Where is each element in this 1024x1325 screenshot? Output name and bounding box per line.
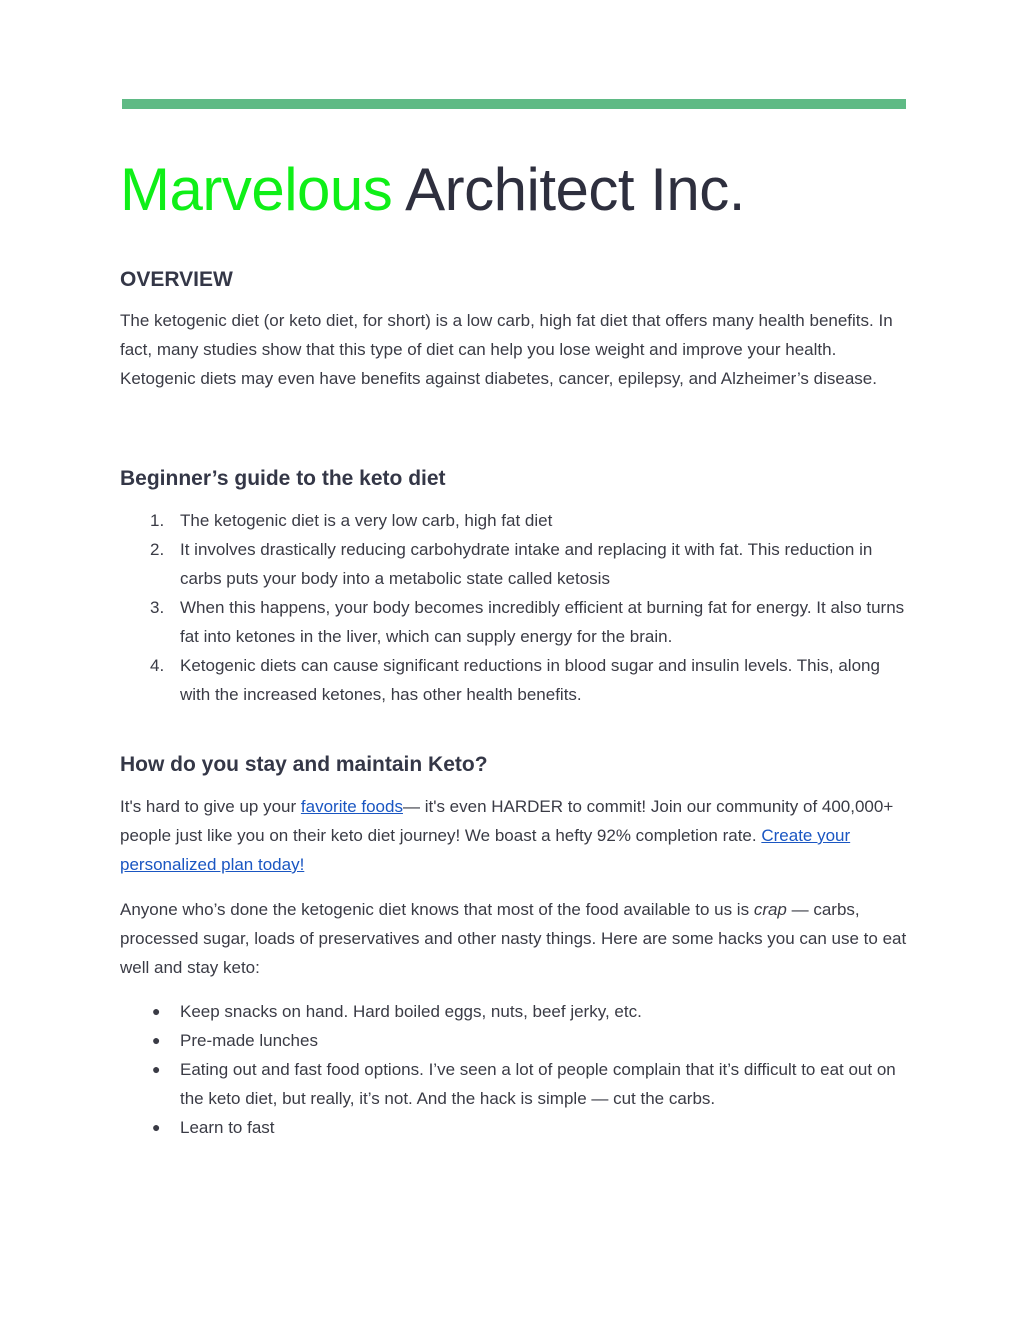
title-accent-word: Marvelous xyxy=(120,156,393,223)
bullet-icon: ● xyxy=(152,1119,161,1135)
maintain-paragraph-1 xyxy=(120,792,910,879)
list-item xyxy=(120,1026,910,1055)
list-number: 4. xyxy=(150,656,165,675)
favorite-foods-link[interactable]: favorite foods xyxy=(300,797,403,816)
maintain-heading: How do you stay and maintain Keto? xyxy=(120,753,488,776)
create-plan-link[interactable]: Create your personalized plan today! xyxy=(120,826,851,874)
guide-numbered-list xyxy=(120,506,910,709)
hacks-bullet-list xyxy=(120,997,910,1142)
list-item-text: When this happens, your body becomes incredibly efficient at burning fat for energy. It also turns fat into ketones in the liver, which can supply energy for the brain. xyxy=(180,598,905,646)
bullet-icon: ● xyxy=(152,1032,161,1048)
maintain-paragraph-2 xyxy=(120,895,910,982)
overview-paragraph: The ketogenic diet (or keto diet, for short) is a low carb, high fat diet that offers many health benefits. In fact, many studies show that this type of diet can help you lose weight and improve your health. Ketogenic diets may even have benefits against diabetes, cancer, epilepsy, and Alzheimer’s disease. xyxy=(120,311,893,388)
emphasis-word: crap xyxy=(753,900,787,919)
list-item xyxy=(120,593,910,651)
list-item-text: Ketogenic diets can cause significant reductions in blood sugar and insulin levels. This, along with the increased ketones, has other health benefits. xyxy=(180,656,880,704)
bullet-icon: ● xyxy=(152,1061,161,1077)
list-item xyxy=(120,997,910,1026)
guide-heading: Beginner’s guide to the keto diet xyxy=(120,467,446,490)
list-number: 2. xyxy=(150,540,165,559)
hacks-intro-end: — carbs, processed sugar, loads of preservatives and other nasty things. Here are some hacks you can use to eat well and stay keto: xyxy=(120,900,907,977)
overview-heading: OVERVIEW xyxy=(120,268,233,291)
maintain-text-start: It's hard to give up your xyxy=(120,797,301,816)
hacks-intro-start: Anyone who’s done the ketogenic diet knows that most of the food available to us is xyxy=(120,900,754,919)
title-rest: Architect Inc. xyxy=(405,156,745,223)
list-item-text: The ketogenic diet is a very low carb, high fat diet xyxy=(180,511,553,530)
list-item xyxy=(120,1055,910,1113)
list-number: 3. xyxy=(150,598,165,617)
list-item-text: Pre-made lunches xyxy=(180,1031,318,1050)
maintain-text-middle: — it's even HARDER to commit! Join our community of 400,000+ people just like you on their keto diet journey! We boast a hefty 92% completion rate. xyxy=(120,797,894,845)
list-item-text: Eating out and fast food options. I’ve seen a lot of people complain that it’s difficult to eat out on the keto diet, but really, it’s not. And the hack is simple — cut the carbs. xyxy=(180,1060,896,1108)
bullet-icon: ● xyxy=(152,1003,161,1019)
list-item-text: Keep snacks on hand. Hard boiled eggs, nuts, beef jerky, etc. xyxy=(180,1002,642,1021)
list-item xyxy=(120,535,910,593)
list-item xyxy=(120,1113,910,1142)
list-number: 1. xyxy=(150,511,165,530)
list-item-text: Learn to fast xyxy=(180,1118,275,1137)
list-item-text: It involves drastically reducing carbohydrate intake and replacing it with fat. This reduction in carbs puts your body into a metabolic state called ketosis xyxy=(180,540,873,588)
list-item xyxy=(120,651,910,709)
document-title xyxy=(120,152,745,228)
top-accent-rule xyxy=(122,99,906,109)
list-item xyxy=(120,506,910,535)
